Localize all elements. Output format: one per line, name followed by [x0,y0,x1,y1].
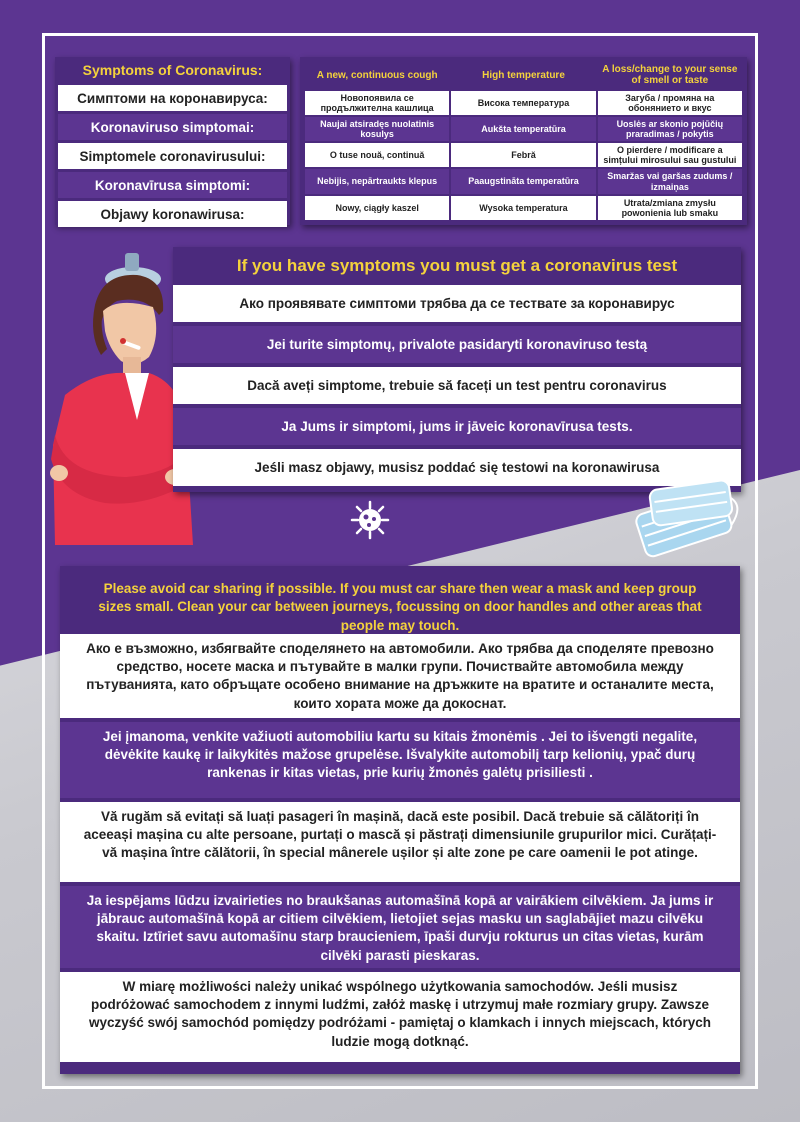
column-header-cough: A new, continuous cough [305,62,449,89]
table-row [305,143,742,167]
column-header-smell-taste: A loss/change to your sense of smell or taste [598,62,742,89]
face-masks-illustration [618,470,758,570]
table-row [305,91,742,115]
table-row [305,117,742,141]
table-row [305,196,742,220]
table-header-row [305,62,742,89]
table-cell: Nowy, ciągły kaszel [305,196,449,220]
table-cell: Загуба / промяна на обонянието и вкус [598,91,742,115]
table-cell: Febră [451,143,595,167]
table-cell: Utrata/zmiana zmysłu powonienia lub smaku [598,196,742,220]
table-cell: Nebijis, nepārtraukts klepus [305,169,449,193]
test-notice-translation: Ако проявявате симптоми трябва да се тествате за коронавирус [173,285,741,322]
virus-icon [348,498,392,542]
table-cell: Smaržas vai garšas zudums / izmaiņas [598,169,742,193]
symptoms-table [300,57,747,225]
table-cell: O tuse nouă, continuă [305,143,449,167]
car-sharing-translation: Vă rugăm să evitați să luați pasageri în mașină, dacă este posibil. Dacă trebuie să călătoriți în aceeași mașina cu alte persoane, purtați o mască și păstrați dimensiunile grupurilor mici. Curățați-vă mașina între călătorii, în special mânerele ușilor și alte zone pe care oamenii le pot atinge. [60,802,740,882]
car-sharing-translation: W miarę możliwości należy unikać wspólnego użytkowania samochodów. Jeśli musisz podróżować samochodem z innymi ludźmi, załóż maskę i utrzymuj małe rozmiary grupy. Zawsze wyczyść swój samochód pomiędzy podróżami - pamiętaj o klamkach i innych miejscach, których ludzie mogą dotknąć. [60,972,740,1062]
test-notice-translation: Dacă aveți simptome, trebuie să faceți un test pentru coronavirus [173,367,741,404]
test-notice-translation: Jei turite simptomų, privalote pasidaryti koronaviruso testą [173,326,741,363]
table-cell: Висока температура [451,91,595,115]
symptoms-list-item: Objawy koronawirusa: [58,201,287,227]
test-notice-title: If you have symptoms you must get a coronavirus test [236,256,678,275]
car-sharing-translation: Ако е възможно, избягвайте споделянето на автомобили. Ако трябва да споделяте превозно средство, носете маска и пътувайте в малки групи. Почиствайте автомобила между пътуванията, като обръщате особено внимание на дръжките на вратите и останалите места, които хората може да докоснат. [60,634,740,718]
test-notice-translation: Ja Jums ir simptomi, jums ir jāveic koronavīrusa tests. [173,408,741,445]
column-header-temperature: High temperature [451,62,595,89]
table-cell: Naujai atsiradęs nuolatinis kosulys [305,117,449,141]
table-cell: O pierdere / modificare a simțului mirosului sau gustului [598,143,742,167]
car-sharing-translation: Ja iespējams lūdzu izvairieties no braukšanas automašīnā kopā ar vairākiem cilvēkiem. Ja jums ir jābrauc automašīnā kopā ar citiem cilvēkiem, lietojiet sejas masku un saglabājiet mazu cilvēku skaitu. Iztīriet savu automašīnu starp braucieniem, īpaši durvju rokturus un citas vietas, kurām cilvēki parasti pieskaras. [60,886,740,968]
test-notice-translation: Jeśli masz objawy, musisz poddać się testowi na koronawirusa [173,449,741,486]
symptoms-list-title: Symptoms of Coronavirus: [58,57,287,82]
table-cell: Новопоявила се продължителна кашлица [305,91,449,115]
test-notice-box [173,247,741,492]
table-cell: Uoslės ar skonio pojūčių praradimas / pokytis [598,117,742,141]
symptoms-list-item: Koronavīrusa simptomi: [58,172,287,198]
sick-woman-illustration [25,245,195,565]
table-cell: Paaugstināta temperatūra [451,169,595,193]
car-sharing-heading: Please avoid car sharing if possible. If you must car share then wear a mask and keep group sizes small. Clean your car between journeys, focussing on door handles and other areas that people may touch. [98,581,702,633]
table-cell: Aukšta temperatūra [451,117,595,141]
car-sharing-translation: Jei įmanoma, venkite važiuoti automobiliu kartu su kitais žmonėmis . Jei to išvengti negalite, dėvėkite kaukę ir laikykitės mažose grupelėse. Išvalykite automobilį tarp kelionių, ypač durų rankenas ir kitas vietas, prie kurių žmonės galėtų prisiliesti . [60,722,740,798]
table-row [305,169,742,193]
car-sharing-box [60,566,740,1074]
table-cell: Wysoka temperatura [451,196,595,220]
symptoms-list-item: Koronaviruso simptomai: [58,114,287,140]
symptoms-list-item: Симптоми на коронавируса: [58,85,287,111]
symptoms-list-item: Simptomele coronavirusului: [58,143,287,169]
symptoms-list [55,57,290,225]
